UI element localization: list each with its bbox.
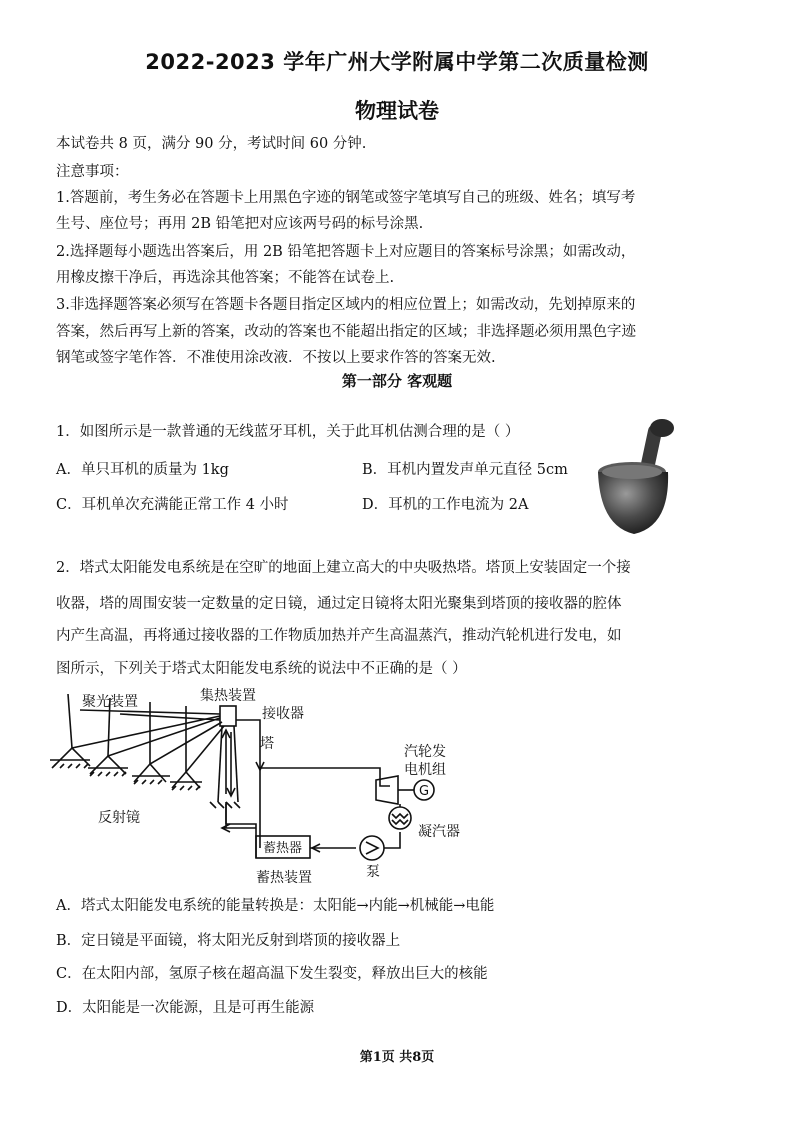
label-turbine: 汽轮发	[404, 744, 446, 760]
q2-stem-line: 图所示，下列关于塔式太阳能发电系统的说法中不正确的是（ ）	[56, 661, 467, 677]
rule-line: 用橡皮擦干净后，再选涂其他答案；不能答在试卷上.	[56, 270, 395, 286]
q1-option-a[interactable]: A．单只耳机的质量为 1kg	[56, 462, 229, 478]
label-concentrator: 聚光装置	[82, 694, 138, 710]
exam-info: 本试卷共 8 页，满分 90 分，考试时间 60 分钟.	[56, 136, 367, 152]
q1-option-c[interactable]: C．耳机单次充满能正常工作 4 小时	[56, 497, 289, 513]
label-heat-storage-device: 蓄热装置	[256, 870, 312, 886]
reflector-mirror	[170, 772, 202, 790]
label-condenser: 凝汽器	[418, 824, 460, 840]
label-heat-storage: 蓄热器	[263, 841, 303, 856]
label-pump: 泵	[366, 864, 380, 880]
q2-option-a[interactable]: A．塔式太阳能发电系统的能量转换是：太阳能→内能→机械能→电能	[56, 898, 495, 914]
rule-line: 2.选择题每小题选出答案后，用 2B 铅笔把答题卡上对应题目的答案标号涂黑；如需改动，	[56, 244, 636, 260]
label-tower: 塔	[260, 736, 274, 752]
q2-stem-line: 内产生高温，再将通过接收器的工作物质加热并产生高温蒸汽，推动汽轮机进行发电，如	[56, 628, 622, 644]
label-receiver: 接收器	[262, 706, 304, 722]
q1-option-d[interactable]: D．耳机的工作电流为 2A	[362, 497, 529, 513]
rule-line: 答案，然后再写上新的答案，改动的答案也不能超出指定的区域；非选择题必须用黑色字迹	[56, 324, 636, 340]
label-generator: G	[419, 784, 430, 799]
q1-stem: 1．如图所示是一款普通的无线蓝牙耳机，关于此耳机估测合理的是（ ）	[56, 424, 520, 440]
rule-line: 3.非选择题答案必须写在答题卡各题目指定区域内的相应位置上；如需改动，先划掉原来的	[56, 297, 636, 313]
label-turbine: 电机组	[404, 762, 446, 778]
earbud-icon	[592, 414, 688, 542]
exam-subtitle: 物理试卷	[355, 99, 439, 123]
label-reflector: 反射镜	[98, 810, 140, 826]
solar-tower-diagram	[50, 684, 490, 890]
q1-option-b[interactable]: B．耳机内置发声单元直径 5cm	[362, 462, 568, 478]
page-number: 第1页 共8页	[359, 1050, 435, 1065]
reflector-mirror	[50, 748, 90, 768]
notice-label: 注意事项：	[56, 164, 129, 180]
label-heat-collector: 集热装置	[200, 688, 256, 704]
rule-line: 钢笔或签字笔作答．不准使用涂改液．不按以上要求作答的答案无效.	[56, 350, 496, 366]
q2-stem-line: 收器，塔的周围安装一定数量的定日镜，通过定日镜将太阳光聚集到塔顶的接收器的腔体	[56, 596, 622, 612]
q2-option-d[interactable]: D．太阳能是一次能源，且是可再生能源	[56, 1000, 315, 1016]
section-title: 第一部分 客观题	[341, 372, 453, 390]
q2-option-b[interactable]: B．定日镜是平面镜，将太阳光反射到塔顶的接收器上	[56, 933, 401, 949]
exam-title: 2022-2023 学年广州大学附属中学第二次质量检测	[145, 50, 649, 74]
q2-option-c[interactable]: C．在太阳内部，氢原子核在超高温下发生裂变，释放出巨大的核能	[56, 966, 488, 982]
q2-stem-line: 2．塔式太阳能发电系统是在空旷的地面上建立高大的中央吸热塔。塔顶上安装固定一个接	[56, 560, 631, 576]
reflector-mirror	[132, 764, 170, 784]
rule-line: 1.答题前，考生务必在答题卡上用黑色字迹的钢笔或签字笔填写自己的班级、姓名；填写考	[56, 190, 636, 206]
reflector-mirror	[88, 756, 128, 776]
rule-line: 生号、座位号；再用 2B 铅笔把对应该两号码的标号涂黑.	[56, 216, 424, 232]
